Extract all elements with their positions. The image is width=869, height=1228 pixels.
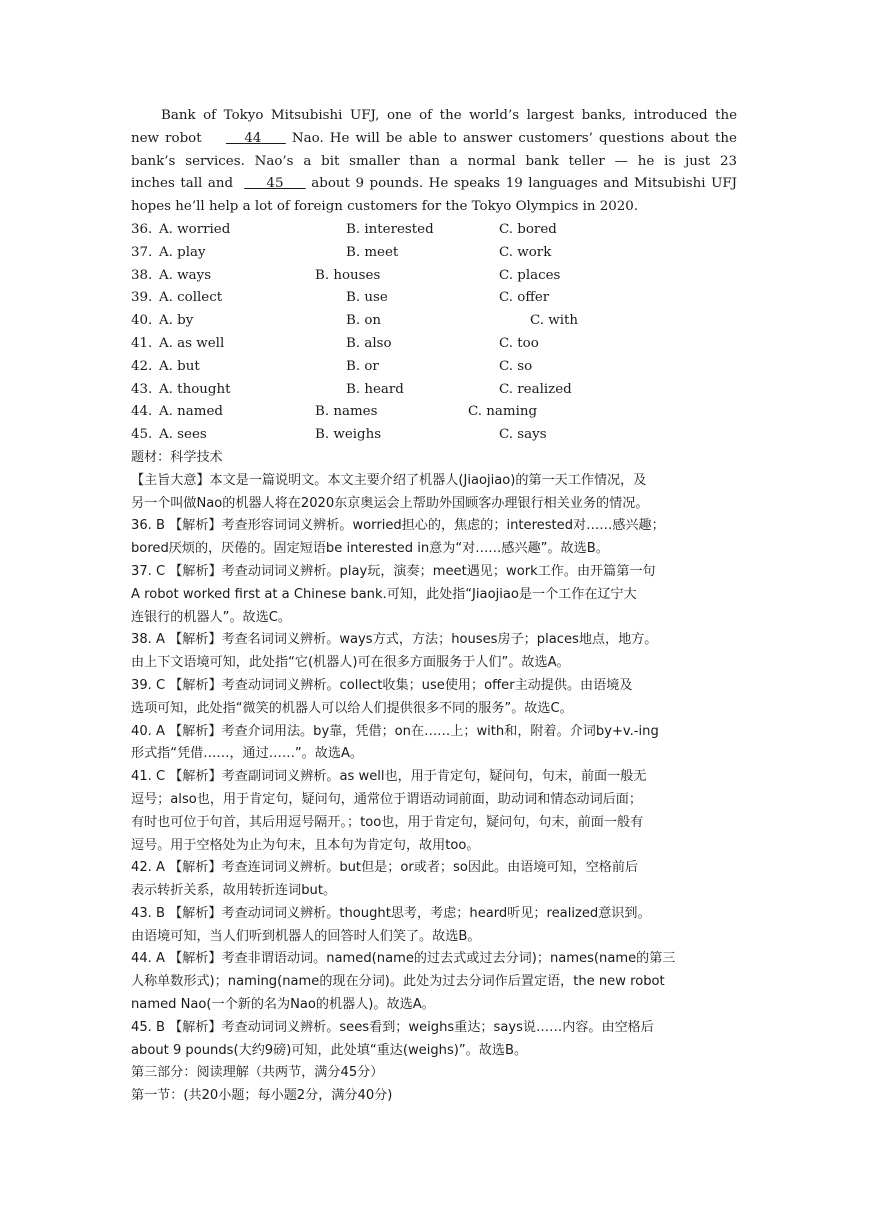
analysis-line: 42. A 【解析】考查连词词义辨析。but但是；or或者；so因此。由语境可知，空格前后: [131, 860, 639, 876]
analysis-line: 39. C 【解析】考查动词词义辨析。collect收集；use使用；offer主动提供。由语境及: [131, 677, 633, 693]
passage-line-1: Bank of Tokyo Mitsubishi UFJ, one of the world’s largest banks, introduced the: [161, 108, 737, 123]
analysis-line: 人称单数形式)；naming(name的现在分词)。此处为过去分词作后置定语，the new robot: [131, 974, 665, 990]
analysis-line: 连银行的机器人”。故选C。: [131, 609, 291, 625]
option-row: 37. A. play B. meet C. work: [131, 244, 552, 260]
analysis-line: 41. C 【解析】考查副词词义辨析。as well也，用于肯定句，疑问句，句末，前面一般无: [131, 769, 647, 785]
passage-line-5: hopes he’ll help a lot of foreign customers for the Tokyo Olympics in 2020.: [131, 199, 639, 215]
passage-line-2: [131, 128, 737, 151]
analysis-line: 由语境可知，当人们听到机器人的回答时人们笑了。故选B。: [131, 928, 481, 944]
section-heading: 第三部分：阅读理解（共两节，满分45分）: [131, 1065, 384, 1081]
option-row: 44. A. named B. names C. naming: [131, 404, 538, 420]
analysis-line: about 9 pounds(大约9磅)可知，此处填“重达(weighs)”。故选B。: [131, 1042, 528, 1058]
passage-text: new robot: [131, 130, 202, 146]
analysis-line: 逗号。用于空格处为止为句末，且本句为肯定句，故用too。: [131, 837, 480, 853]
passage-line-3: bank’s services. Nao’s a bit smaller than a normal bank teller — he is just 23: [131, 153, 737, 169]
topic-label: 题材：科学技术: [131, 449, 223, 465]
option-row: 45. A. sees B. weighs C. says: [131, 427, 547, 443]
option-row: 39. A. collect B. use C. offer: [131, 290, 550, 306]
analysis-line: bored厌烦的，厌倦的。固定短语be interested in意为“对……感兴趣”。故选B。: [131, 541, 609, 557]
cloze-passage: [131, 105, 737, 219]
analysis-line: 36. B 【解析】考查形容词词义辨析。worried担心的，焦虑的；interested对……感兴趣；: [131, 518, 665, 534]
option-row: 42. A. but B. or C. so: [131, 358, 533, 374]
option-row: 41. A. as well B. also C. too: [131, 335, 539, 351]
analysis-line: 38. A 【解析】考查名词词义辨析。ways方式，方法；houses房子；places地点，地方。: [131, 632, 658, 648]
answer-analysis: [131, 447, 737, 1108]
analysis-line: 形式指“凭借……，通过……”。故选A。: [131, 746, 364, 762]
analysis-line: 有时也可位于句首，其后用逗号隔开。；too也，用于肯定句，疑问句，句末，前面一般有: [131, 814, 644, 830]
analysis-line: 37. C 【解析】考查动词词义辨析。play玩，演奏；meet遇见；work工作。由开篇第一句: [131, 563, 656, 579]
analysis-line: 44. A 【解析】考查非谓语动词。named(name的过去式或过去分词)；names(name的第三: [131, 951, 676, 967]
answer-options: [131, 219, 737, 447]
passage-line-4: [131, 173, 737, 196]
analysis-line: named Nao(一个新的名为Nao的机器人)。故选A。: [131, 997, 435, 1013]
analysis-line: A robot worked first at a Chinese bank.可知，此处指“Jiaojiao是一个工作在辽宁大: [131, 586, 637, 602]
passage-text: Nao. He will be able to answer customers’ questions about the: [291, 130, 737, 146]
analysis-line: 选项可知，此处指“微笑的机器人可以给人们提供很多不同的服务”。故选C。: [131, 700, 573, 716]
option-row: 38. A. ways B. houses C. places: [131, 267, 561, 283]
analysis-line: 表示转折关系，故用转折连词but。: [131, 883, 337, 899]
analysis-line: 由上下文语境可知，此处指“它(机器人)可在很多方面服务于人们”。故选A。: [131, 655, 570, 671]
analysis-line: 45. B 【解析】考查动词词义辨析。sees看到；weighs重达；says说……内容。由空格后: [131, 1019, 654, 1035]
analysis-line: 逗号；also也，用于肯定句，疑问句，通常位于谓语动词前面，助动词和情态动词后面；: [131, 791, 642, 807]
option-row: 36. A. worried B. interested C. bored: [131, 221, 557, 237]
analysis-line: 43. B 【解析】考查动词词义辨析。thought思考，考虑；heard听见；realized意识到。: [131, 905, 651, 921]
blank-44: 44: [244, 130, 262, 146]
option-row: 43. A. thought B. heard C. realized: [131, 381, 572, 397]
section-subheading: 第一节：(共20小题；每小题2分，满分40分): [131, 1088, 393, 1104]
analysis-line: 40. A 【解析】考查介词用法。by靠，凭借；on在……上；with和，附着。介词by+v.-ing: [131, 723, 659, 739]
blank-45: 45: [266, 176, 284, 192]
analysis-line: 另一个叫做Nao的机器人将在2020东京奥运会上帮助外国顾客办理银行相关业务的情况。: [131, 495, 649, 511]
analysis-line: 【主旨大意】本文是一篇说明文。本文主要介绍了机器人(Jiaojiao)的第一天工作情况，及: [131, 472, 647, 488]
document-page: [131, 105, 737, 1108]
passage-text: about 9 pounds. He speaks 19 languages and Mitsubishi UFJ: [311, 176, 738, 192]
passage-text: inches tall and: [131, 176, 234, 192]
option-row: 40. A. by B. on C. with: [131, 313, 579, 329]
